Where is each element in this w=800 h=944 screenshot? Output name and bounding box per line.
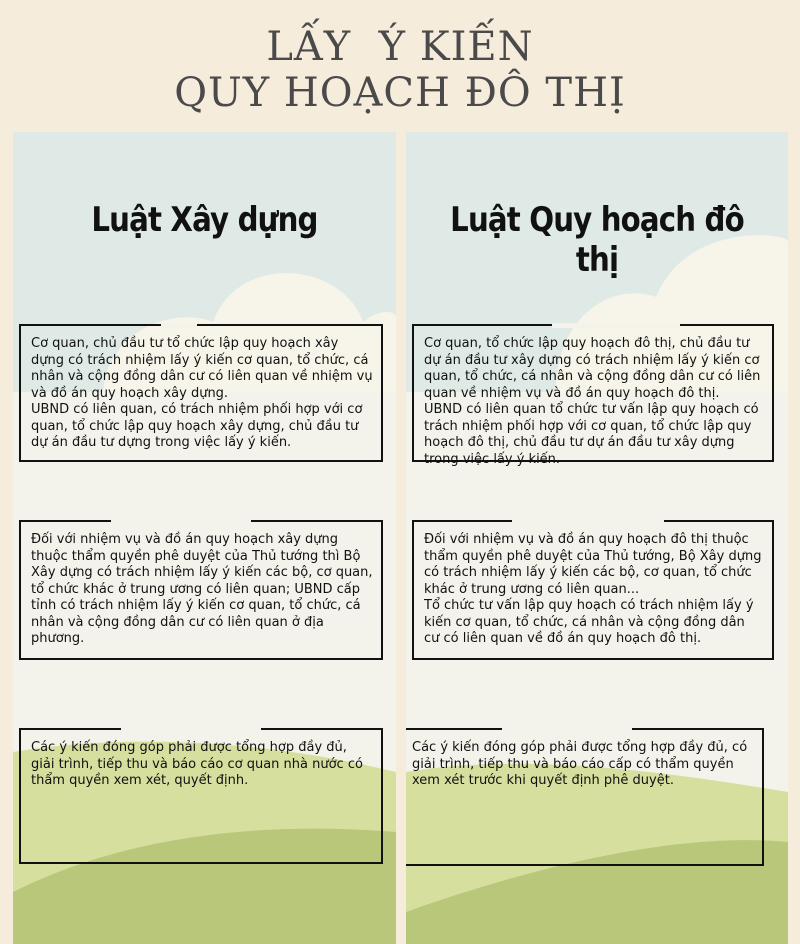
page-title-line-2: QUY HOẠCH ĐÔ THỊ: [174, 70, 626, 116]
info-card: [19, 728, 383, 864]
column-heading: Luật Quy hoạch đô thị: [450, 200, 744, 280]
info-card: [406, 728, 764, 866]
info-card: [19, 324, 383, 462]
card-paragraph: UBND có liên quan, có trách nhiệm phối hợp với cơ quan, tổ chức lập quy hoạch xây dựng, chủ đầu tư dự án đầu tư dựng trong việc lấy ý kiến.: [31, 402, 363, 450]
column-heading: Luật Xây dựng: [91, 200, 318, 240]
card-paragraph: Tổ chức tư vấn lập quy hoạch có trách nhiệm lấy ý kiến cơ quan, tổ chức, cá nhân và cộng đồng dân cư có liên quan về đồ án quy hoạch đô thị.: [424, 598, 754, 646]
column-luat-quy-hoach-do-thi: [406, 132, 788, 944]
column-luat-xay-dung: [13, 132, 396, 944]
page-title: [0, 24, 800, 116]
page-title-line-1: LẤY Ý KIẾN: [266, 24, 534, 70]
card-paragraph: UBND có liên quan tổ chức tư vấn lập quy hoạch có trách nhiệm phối hợp với cơ quan, tổ chức lập quy hoạch đô thị, chủ đầu tư dự án đầu tư xây dựng trong việc lấy ý kiến.: [424, 402, 759, 467]
card-paragraph: Đối với nhiệm vụ và đồ án quy hoạch đô thị thuộc thẩm quyền phê duyệt của Thủ tướng, Bộ Xây dựng có trách nhiệm lấy ý kiến các bộ, cơ quan, tổ chức khác ở trung ương có liên quan...: [424, 532, 762, 597]
card-paragraph: Các ý kiến đóng góp phải được tổng hợp đầy đủ, giải trình, tiếp thu và báo cáo cơ quan nhà nước có thẩm quyền xem xét, quyết định.: [31, 740, 363, 788]
card-paragraph: Đối với nhiệm vụ và đồ án quy hoạch xây dựng thuộc thẩm quyền phê duyệt của Thủ tướng thì Bộ Xây dựng có trách nhiệm lấy ý kiến các bộ, cơ quan, tổ chức khác ở trung ương có liên quan; UBND cấp tỉnh có trách nhiệm lấy ý kiến cơ quan, tổ chức, cá nhân và cộng đồng dân cư có liên quan ở địa phương.: [31, 532, 373, 646]
info-card: [412, 520, 774, 660]
info-card: [412, 324, 774, 467]
info-card: [19, 520, 383, 660]
card-paragraph: Cơ quan, tổ chức lập quy hoạch đô thị, chủ đầu tư dự án đầu tư xây dựng có trách nhiệm lấy ý kiến cơ quan, tổ chức, cá nhân và cộng đồng dân cư có liên quan về nhiệm vụ và đồ án quy hoạch đô thị.: [424, 336, 761, 401]
card-paragraph: Cơ quan, chủ đầu tư tổ chức lập quy hoạch xây dựng có trách nhiệm lấy ý kiến cơ quan, tổ chức, cá nhân và cộng đồng dân cư có liên quan về nhiệm vụ và đồ án quy hoạch xây dựng.: [31, 336, 373, 401]
card-paragraph: Các ý kiến đóng góp phải được tổng hợp đầy đủ, có giải trình, tiếp thu và báo cáo cấp có thẩm quyền xem xét trước khi quyết định phê duyệt.: [412, 740, 748, 788]
